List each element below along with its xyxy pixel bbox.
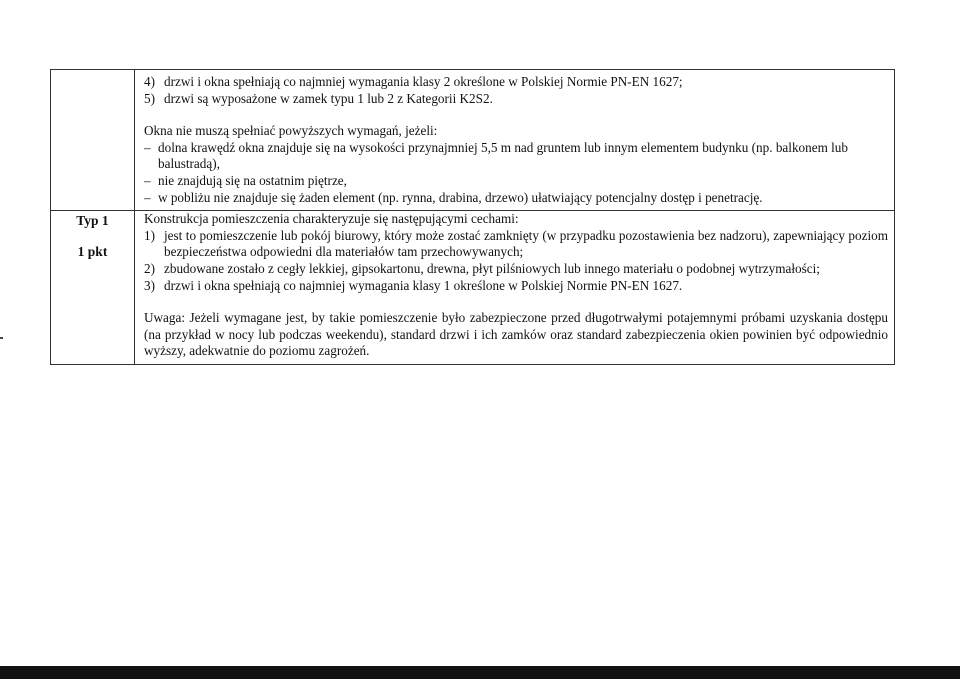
- content-cell: [135, 70, 895, 211]
- numbered-list: [144, 74, 888, 107]
- list-item: 4) drzwi i okna spełniają co najmniej wymagania klasy 2 określone w Polskiej Normie PN-EN 1627;: [144, 74, 683, 89]
- table-row: [51, 70, 895, 211]
- exception-intro: Okna nie muszą spełniać powyższych wymagań, jeżeli:: [144, 123, 438, 139]
- table-row: [51, 211, 895, 365]
- numbered-list: [144, 228, 888, 294]
- scan-bottom-edge: [0, 666, 960, 679]
- empty-label-cell: [51, 70, 135, 211]
- list-item: – dolna krawędź okna znajduje się na wysokości przynajmniej 5,5 m nad gruntem lub innym elementem budynku (np. balkonem lub balustradą),: [144, 140, 888, 173]
- type-cell: [51, 211, 135, 365]
- list-item: 2) zbudowane zostało z cegły lekkiej, gipsokartonu, drewna, płyt pilśniowych lub innego materiału o podobnej wytrzymałości;: [144, 260, 820, 276]
- list-item: – nie znajdują się na ostatnim piętrze,: [144, 173, 888, 190]
- list-item: 5) drzwi są wyposażone w zamek typu 1 lub 2 z Kategorii K2S2.: [144, 90, 493, 106]
- list-item: 1) jest to pomieszczenie lub pokój biurowy, który może zostać zamknięty (w przypadku pozostawienia bez nadzoru), zapewniający poziom bezpieczeństwa odpowiedni dla materiałów tam przechowywanych;: [144, 227, 888, 260]
- list-item: – w pobliżu nie znajduje się żaden element (np. rynna, drabina, drzewo) ułatwiający potencjalny dostęp i penetrację.: [144, 190, 888, 207]
- requirements-table: [50, 69, 895, 365]
- points-label: 1 pkt: [77, 243, 108, 259]
- exceptions-list: [144, 140, 888, 206]
- note-paragraph: Uwaga: Jeżeli wymagane jest, by takie pomieszczenie było zabezpieczone przed długotrwałymi potajemnymi próbami uzyskania dostępu (na przykład w nocy lub podczas weekendu), standard drzwi i ich zamków oraz standard zabezpieczenia okien powinien być odpowiednio wyższy, adekwatnie do poziomu zagrożeń.: [144, 310, 888, 359]
- scan-edge-mark: [0, 337, 3, 339]
- construction-intro: Konstrukcja pomieszczenia charakteryzuje się następującymi cechami:: [144, 211, 519, 227]
- content-cell: [135, 211, 895, 365]
- list-item: 3) drzwi i okna spełniają co najmniej wymagania klasy 1 określone w Polskiej Normie PN-EN 1627.: [144, 277, 683, 293]
- type-label: Typ 1: [76, 213, 109, 229]
